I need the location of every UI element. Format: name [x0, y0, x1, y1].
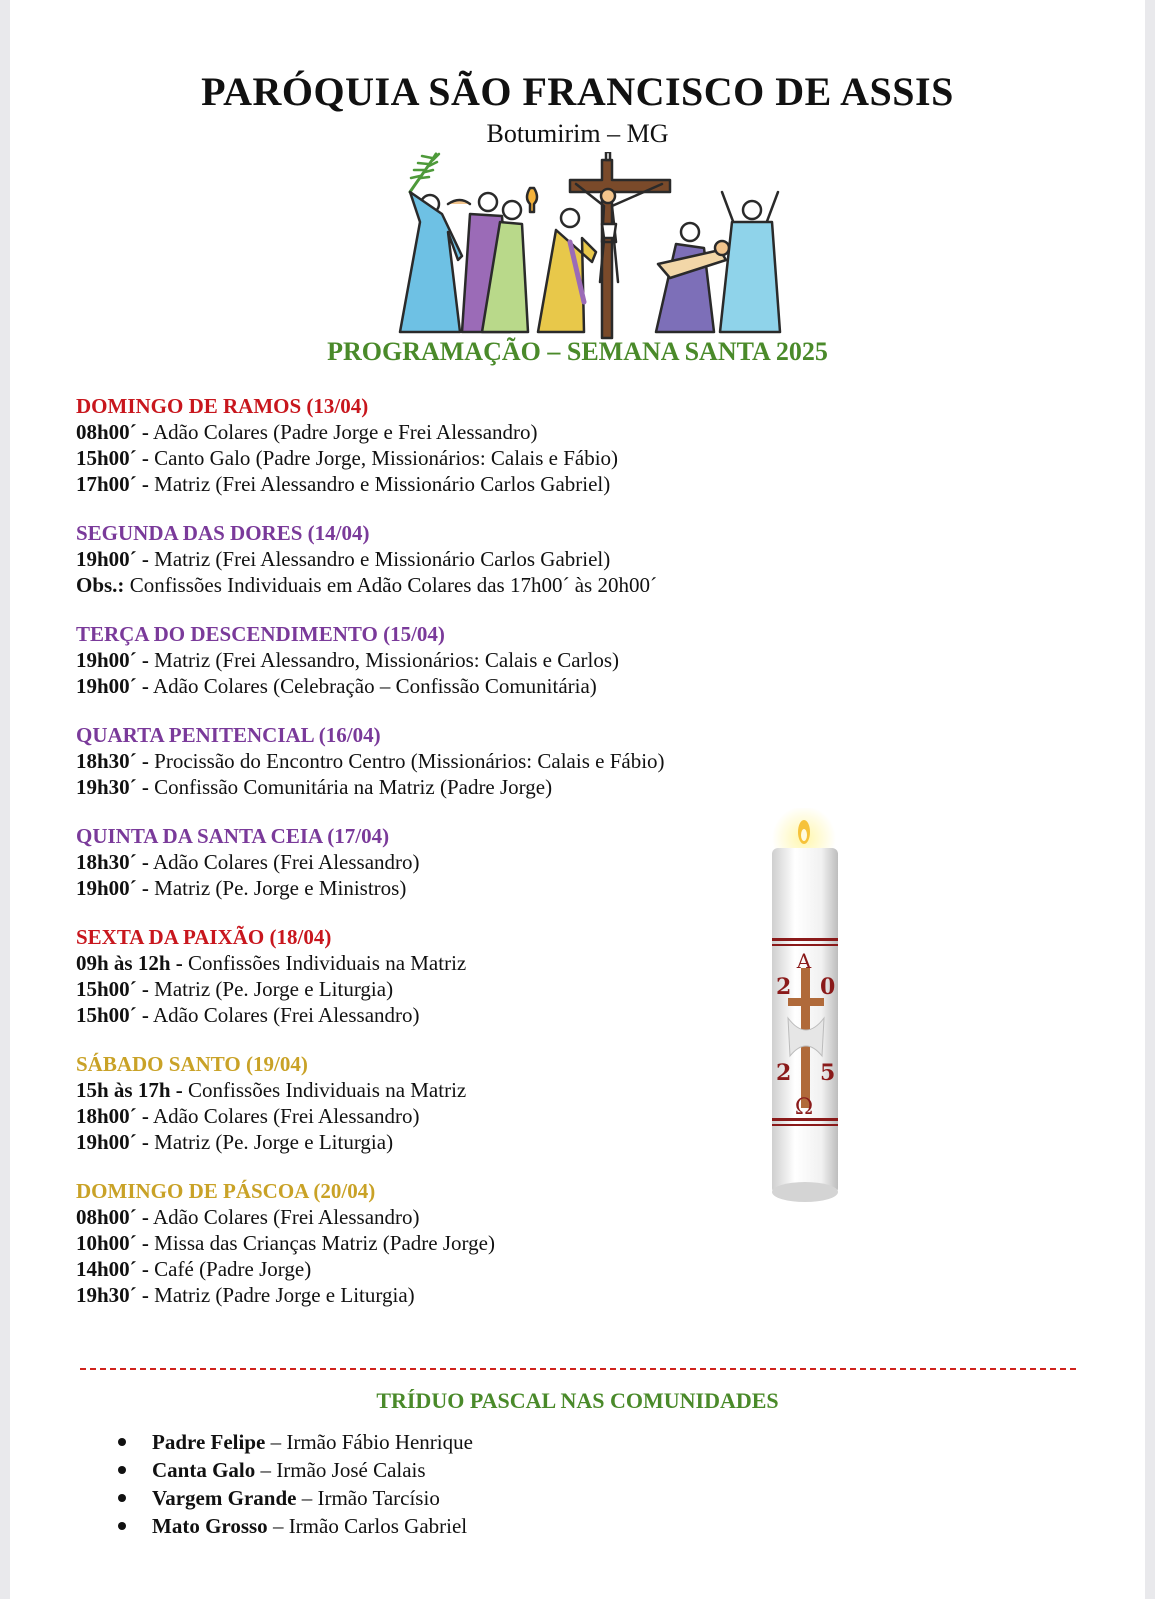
schedule-time: 15h00´ - [76, 446, 149, 470]
schedule-text: Matriz (Pe. Jorge e Liturgia) [148, 977, 394, 1001]
day-block [76, 1051, 816, 1155]
schedule-time: 08h00´ - [76, 1205, 149, 1229]
day-block [76, 520, 816, 598]
schedule-line [76, 1077, 816, 1103]
schedule-time: 14h00´ - [76, 1257, 149, 1281]
community-name: Canta Galo [152, 1458, 256, 1482]
day-block [76, 393, 816, 497]
triduo-title: TRÍDUO PASCAL NAS COMUNIDADES [376, 1388, 779, 1413]
schedule-time: 15h00´ - [76, 977, 149, 1001]
day-title: QUARTA PENITENCIAL (16/04) [76, 723, 381, 747]
schedule-text: Missa das Crianças Matriz (Padre Jorge) [148, 1231, 495, 1255]
community-name: Padre Felipe [152, 1430, 266, 1454]
schedule-text: Matriz (Frei Alessandro e Missionário Carlos Gabriel) [148, 472, 611, 496]
schedule-line [76, 950, 816, 976]
schedule-time: 19h00´ - [76, 674, 149, 698]
schedule-time: 18h00´ - [76, 1104, 149, 1128]
day-block [76, 823, 816, 901]
day-title: SEGUNDA DAS DORES (14/04) [76, 521, 370, 545]
schedule-line [76, 445, 816, 471]
community-name: Vargem Grande [152, 1486, 297, 1510]
schedule-text: Confissões Individuais em Adão Colares das 17h00´ às 20h00´ [124, 573, 657, 597]
list-item [118, 1428, 473, 1456]
day-title: TERÇA DO DESCENDIMENTO (15/04) [76, 622, 445, 646]
schedule-text: Café (Padre Jorge) [148, 1257, 312, 1281]
bullet-icon [118, 1438, 126, 1446]
schedule-line [76, 1204, 816, 1230]
bullet-icon [118, 1494, 126, 1502]
day-title: DOMINGO DE PÁSCOA (20/04) [76, 1179, 376, 1203]
paschal-candle-icon [752, 808, 862, 1208]
schedule-time: 10h00´ - [76, 1231, 149, 1255]
candle-digit-4: 5 [820, 1060, 836, 1086]
schedule-time: 08h00´ - [76, 420, 149, 444]
schedule-text: Adão Colares (Frei Alessandro) [148, 1003, 420, 1027]
schedule-text: Confissões Individuais na Matriz [182, 1078, 467, 1102]
document-page [10, 0, 1145, 1599]
schedule-text: Procissão do Encontro Centro (Missionários: Calais e Fábio) [148, 749, 665, 773]
schedule-line [76, 572, 816, 598]
schedule-text: Matriz (Frei Alessandro e Missionário Carlos Gabriel) [148, 547, 611, 571]
schedule-line [76, 419, 816, 445]
schedule-line [76, 1002, 816, 1028]
schedule-time: 19h00´ - [76, 1130, 149, 1154]
schedule-text: Canto Galo (Padre Jorge, Missionários: Calais e Fábio) [148, 446, 619, 470]
schedule-line [76, 849, 816, 875]
schedule-time: 17h00´ - [76, 472, 149, 496]
bullet-icon [118, 1466, 126, 1474]
program-title: PROGRAMAÇÃO – SEMANA SANTA 2025 [327, 337, 828, 366]
schedule-line [76, 546, 816, 572]
schedule-line [76, 875, 816, 901]
schedule-time: 19h00´ - [76, 876, 149, 900]
day-title: DOMINGO DE RAMOS (13/04) [76, 394, 369, 418]
schedule-text: Adão Colares (Frei Alessandro) [148, 850, 420, 874]
schedule-text: Adão Colares (Celebração – Confissão Comunitária) [148, 674, 597, 698]
day-block [76, 621, 816, 699]
schedule-time: 19h00´ - [76, 648, 149, 672]
schedule-line [76, 976, 816, 1002]
candle-digit-1: 2 [776, 974, 792, 1000]
schedule-line [76, 647, 816, 673]
schedule-text: Matriz (Padre Jorge e Liturgia) [148, 1283, 415, 1307]
omega-glyph: Ω [794, 1095, 814, 1120]
schedule-time: 19h00´ - [76, 547, 149, 571]
day-title: QUINTA DA SANTA CEIA (17/04) [76, 824, 390, 848]
schedule-line [76, 1256, 816, 1282]
schedule-text: Matriz (Frei Alessandro, Missionários: Calais e Carlos) [148, 648, 620, 672]
schedule-time: 19h30´ - [76, 1283, 149, 1307]
schedule-time: Obs.: [76, 573, 125, 597]
schedule-time: 19h30´ - [76, 775, 149, 799]
bullet-icon [118, 1522, 126, 1530]
schedule-time: 18h30´ - [76, 850, 149, 874]
schedule-time: 09h às 12h - [76, 951, 183, 975]
schedule-text: Adão Colares (Frei Alessandro) [148, 1205, 420, 1229]
day-block [76, 722, 816, 800]
list-item [118, 1484, 473, 1512]
parish-title: PARÓQUIA SÃO FRANCISCO DE ASSIS [201, 69, 954, 114]
community-leader: – Irmão Tarcísio [296, 1486, 440, 1510]
schedule-text: Confissão Comunitária na Matriz (Padre Jorge) [148, 775, 553, 799]
candle-digit-3: 2 [776, 1060, 792, 1086]
schedule-text: Adão Colares (Frei Alessandro) [148, 1104, 420, 1128]
schedule-text: Confissões Individuais na Matriz [182, 951, 467, 975]
schedule [76, 393, 816, 1331]
day-block [76, 924, 816, 1028]
day-title: SEXTA DA PAIXÃO (18/04) [76, 925, 332, 949]
day-title: SÁBADO SANTO (19/04) [76, 1052, 308, 1076]
community-leader: – Irmão Fábio Henrique [265, 1430, 473, 1454]
list-item [118, 1512, 473, 1540]
schedule-line [76, 1103, 816, 1129]
community-leader: – Irmão José Calais [255, 1458, 426, 1482]
schedule-text: Adão Colares (Padre Jorge e Frei Alessandro) [148, 420, 538, 444]
holy-week-illustration [370, 152, 790, 342]
schedule-text: Matriz (Pe. Jorge e Liturgia) [148, 1130, 394, 1154]
schedule-line [76, 774, 816, 800]
dashed-divider [80, 1368, 1076, 1370]
schedule-time: 15h00´ - [76, 1003, 149, 1027]
schedule-line [76, 1129, 816, 1155]
schedule-line [76, 1230, 816, 1256]
schedule-text: Matriz (Pe. Jorge e Ministros) [148, 876, 407, 900]
schedule-line [76, 1282, 816, 1308]
schedule-time: 18h30´ - [76, 749, 149, 773]
alpha-glyph: A [796, 949, 812, 973]
community-leader: – Irmão Carlos Gabriel [267, 1514, 468, 1538]
triduo-list [118, 1428, 473, 1540]
candle-digit-2: 0 [820, 974, 836, 1000]
schedule-time: 15h às 17h - [76, 1078, 183, 1102]
schedule-line [76, 748, 816, 774]
community-name: Mato Grosso [152, 1514, 268, 1538]
list-item [118, 1456, 473, 1484]
schedule-line [76, 673, 816, 699]
parish-location: Botumirim – MG [486, 119, 669, 148]
day-block [76, 1178, 816, 1308]
schedule-line [76, 471, 816, 497]
